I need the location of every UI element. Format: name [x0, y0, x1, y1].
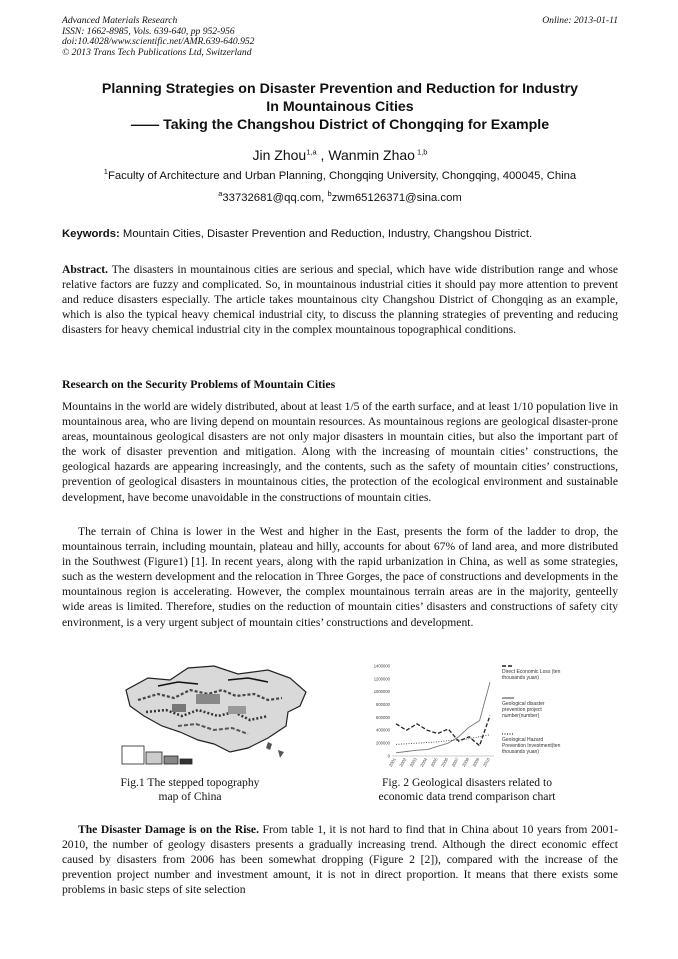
figure-1-caption-line-1: Fig.1 The stepped topography: [120, 776, 260, 789]
email-b-sup: b: [327, 189, 332, 199]
abstract-text: The disasters in mountainous cities are serious and special, which have wide distribution range and whose relative factors are fuzzy and complicated. So, in mountainous industrial cities it should pay more attention to prevent and reduce disasters especially. The article takes mountainous city Changshou District of Chongqing as an example, which is also the typical heavy chemical industrial city, to discuss the planning strategies of preventing and reducing disasters for heavy chemical industrial city in the complex mountainous topographical conditions.: [62, 263, 618, 337]
y-tick-label: 400000: [376, 727, 390, 733]
author-separator: ,: [316, 147, 329, 163]
y-tick-label: 600000: [376, 714, 390, 720]
x-tick-label: 2004: [419, 757, 429, 768]
legend-label-3: Prevention Investment(ten: [502, 743, 561, 749]
legend-label-1: thousands yuan): [502, 675, 539, 681]
abstract: [62, 262, 618, 337]
figure-1-caption: [100, 776, 280, 804]
keywords: [62, 227, 618, 241]
legend-label-3: Geological Hazard: [502, 737, 544, 743]
author-1-affil-sup: 1,a: [306, 147, 317, 157]
y-tick-label: 0: [387, 753, 390, 759]
journal-name: Advanced Materials Research: [62, 15, 178, 26]
series-line-1: [396, 716, 490, 746]
issn-line: ISSN: 1662-8985, Vols. 639-640, pp 952-956: [62, 25, 235, 37]
figure-2-caption-line-1: Fig. 2 Geological disasters related to: [381, 776, 552, 789]
copyright-line: © 2013 Trans Tech Publications Ltd, Switzerland: [62, 46, 252, 58]
author-emails: [62, 189, 618, 205]
x-tick-label: 2008: [460, 757, 470, 768]
y-tick-label: 200000: [376, 740, 390, 746]
damage-paragraph: [62, 822, 618, 897]
author-2-affil-sup: 1,b: [414, 147, 428, 157]
email-b[interactable]: zwm65126371@sina.com: [331, 192, 462, 204]
email-a-sup: a: [218, 189, 223, 199]
x-tick-label: 2007: [450, 757, 460, 768]
legend-label-2: number(number): [502, 713, 540, 719]
legend-label-3: thousands yuan): [502, 749, 539, 755]
legend-label-2: Geological disaster: [502, 701, 545, 707]
abstract-label: Abstract.: [62, 263, 109, 276]
y-tick-label: 1000000: [373, 689, 390, 695]
paper-title: [62, 80, 618, 134]
title-line-1: Planning Strategies on Disaster Prevention and Reduction for Industry: [101, 81, 579, 97]
series-line-2: [396, 682, 490, 753]
x-tick-label: 2005: [429, 757, 439, 768]
section-heading: Research on the Security Problems of Mountain Cities: [62, 377, 336, 391]
figure-2-chart: [362, 660, 617, 774]
paragraph: The terrain of China is lower in the West and higher in the East, presents the form of the ladder to drop, the mountainous terrain, including mountain, plateau and hilly, accounts for about 67% of land area, and more distributed in the Southwest (Figure1) [1]. In recent years, along with the rapid urbanization in China, as well as some strategies, such as the western development and the relocation in Three Gorges, the pace of constructions and developments in the mountainous region is accelerating. However, the complex mountainous terrain areas are in the majority, genteelly wide areas is limited. Therefore, studies on the reduction of mountain cities’ disasters and constructions of safety city environment, is a very urgent subject of mountain cities’ constructions and development.: [62, 525, 618, 629]
journal-header: [62, 16, 618, 58]
x-tick-label: 2010: [481, 757, 491, 768]
author-list: [62, 146, 618, 164]
figure-2-caption: [352, 776, 582, 804]
damage-text: From table 1, it is not hard to find that in China about 10 years from 2001-2010, the number of geology disasters presents a gradually increasing trend. Although the direct economic effect caused by disasters from 2006 has been somewhat dropping (Figure 2 [2]), compared with the increase of the prevention project number and investment amount, it is not in direct proportion. It means that there exists some problems in basic steps of site selection: [62, 823, 618, 897]
title-line-2: In Mountainous Cities: [266, 99, 414, 115]
figure-1-caption-line-2: map of China: [158, 790, 222, 803]
x-tick-label: 2006: [440, 757, 450, 768]
keywords-label: Keywords:: [62, 228, 120, 240]
paragraph: Mountains in the world are widely distributed, about at least 1/5 of the earth surface, and at least 1/10 population live in mountainous area, who are living depend on mountain resources. As mountainous regions are geological disaster-prone areas, mountainous geological disasters are not only major disasters in mountain cities, but also the important part of the work of disaster prevention and mitigation. Along with the increasing of mountain cities’ constructions, the geological hazards are appearing increasingly, and the contents, such as the safety of mountain cities’ constructions, prevention of geological disasters in mountainous cities, the protection of the ecological environment and sustainable development, have become unavoidable in the constructions of mountain cities.: [62, 400, 618, 504]
legend-label-1: Direct Economic Loss (ten: [502, 669, 561, 675]
figure-2-caption-line-2: economic data trend comparison chart: [378, 790, 556, 803]
series-line-3: [396, 735, 490, 745]
online-date: Online: 2013-01-11: [542, 15, 618, 26]
x-tick-label: 2001: [387, 757, 397, 768]
y-tick-label: 1200000: [373, 676, 390, 682]
keywords-text: Mountain Cities, Disaster Prevention and Reduction, Industry, Changshou District.: [119, 228, 533, 240]
damage-heading: The Disaster Damage is on the Rise.: [78, 823, 259, 836]
affiliation-text: Faculty of Architecture and Urban Planning, Chongqing University, Chongqing, 400045, China: [107, 170, 577, 182]
x-tick-label: 2009: [471, 757, 481, 768]
x-tick-label: 2002: [398, 757, 408, 768]
doi-line: doi:10.4028/www.scientific.net/AMR.639-640.952: [62, 36, 255, 48]
topography-map-image: [118, 660, 323, 768]
title-line-3: —— Taking the Changshou District of Chongqing for Example: [130, 117, 550, 133]
affiliation-sup: 1: [103, 167, 108, 177]
x-tick-label: 2003: [408, 757, 418, 768]
author-1-name: Jin Zhou: [252, 147, 307, 163]
y-tick-label: 800000: [376, 701, 390, 707]
y-tick-label: 1400000: [373, 663, 390, 669]
figure-1-map: [118, 660, 323, 768]
author-2-name: Wanmin Zhao: [328, 147, 415, 163]
legend-label-2: prevention project: [502, 707, 542, 713]
affiliation: [62, 167, 618, 183]
email-a[interactable]: 33732681@qq.com,: [222, 192, 328, 204]
trend-chart: [362, 660, 617, 774]
